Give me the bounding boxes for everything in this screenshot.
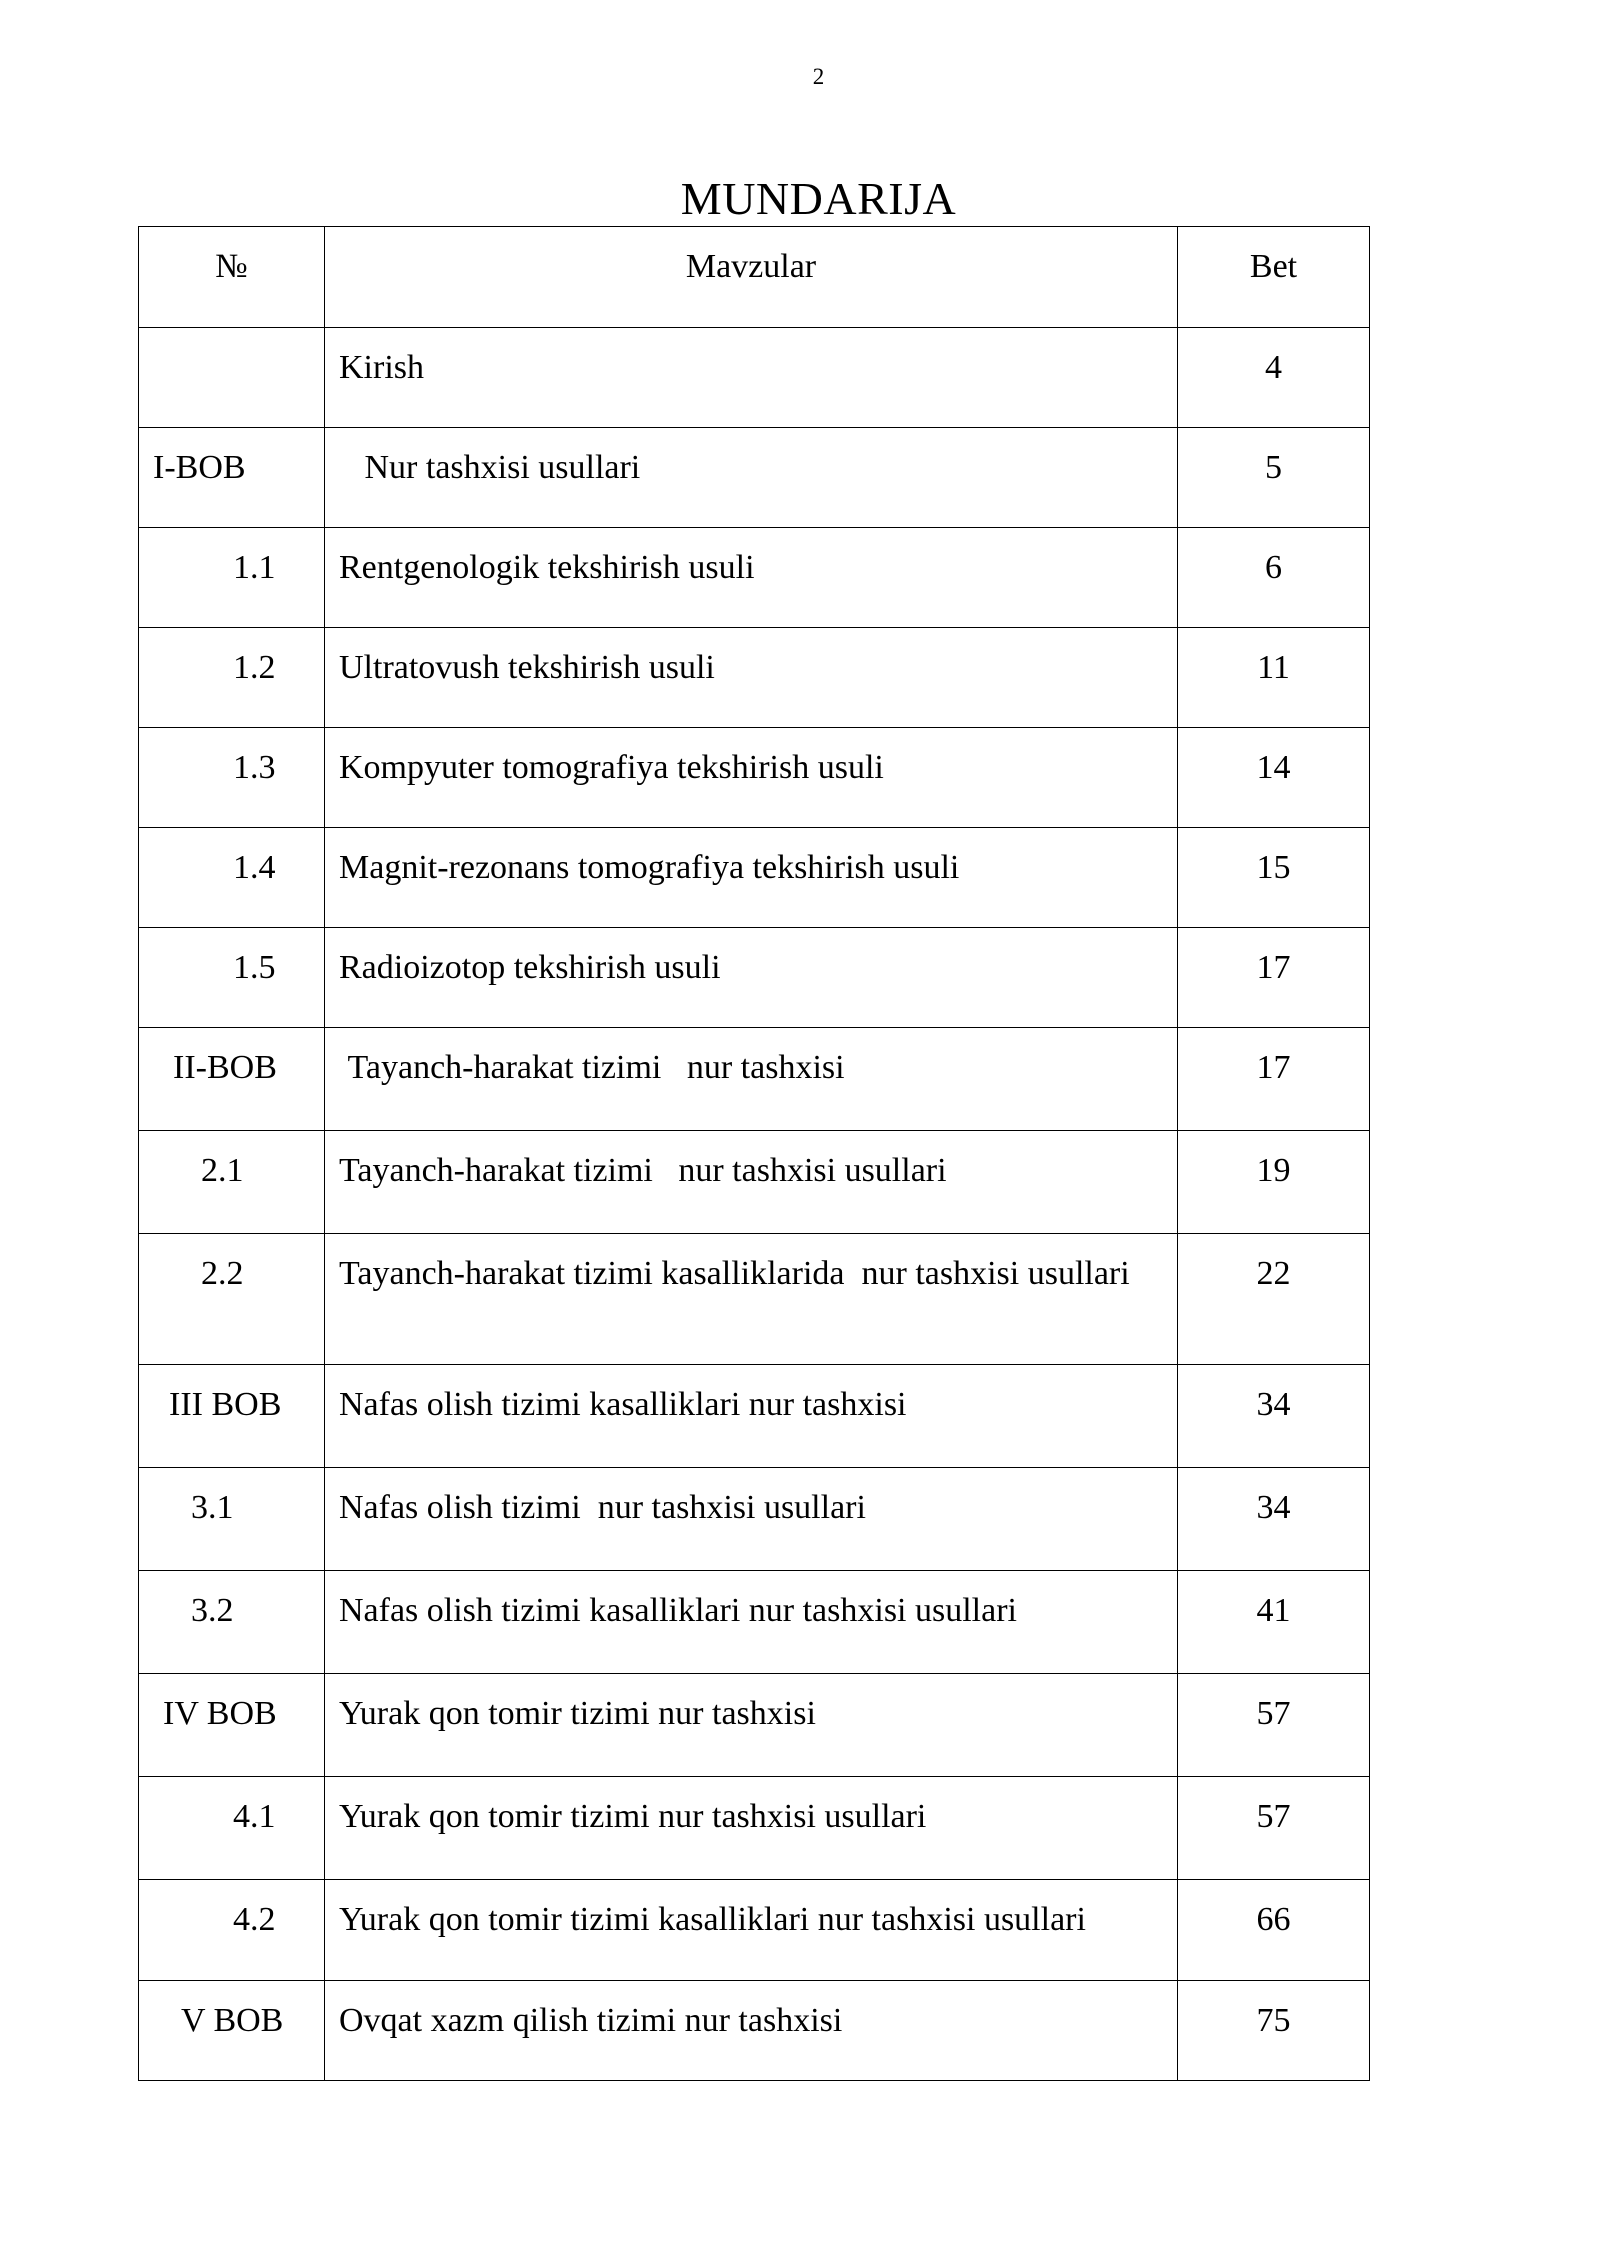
table-row <box>139 1571 1370 1674</box>
row-number: II-BOB <box>139 1028 325 1131</box>
row-number: 3.2 <box>139 1571 325 1674</box>
row-page: 14 <box>1178 728 1370 828</box>
row-topic: Tayanch-harakat tizimi nur tashxisi usullari <box>325 1131 1178 1234</box>
row-page: 34 <box>1178 1468 1370 1571</box>
row-page: 15 <box>1178 828 1370 928</box>
row-topic: Nur tashxisi usullari <box>325 428 1178 528</box>
table-row <box>139 528 1370 628</box>
row-number: 1.3 <box>139 728 325 828</box>
row-page: 17 <box>1178 1028 1370 1131</box>
row-topic: Rentgenologik tekshirish usuli <box>325 528 1178 628</box>
table-row <box>139 1028 1370 1131</box>
table-row <box>139 828 1370 928</box>
row-number: 1.4 <box>139 828 325 928</box>
row-page: 17 <box>1178 928 1370 1028</box>
table-row <box>139 1234 1370 1365</box>
row-page: 57 <box>1178 1777 1370 1880</box>
row-page: 4 <box>1178 328 1370 428</box>
row-number <box>139 328 325 428</box>
table-header-row <box>139 227 1370 328</box>
row-topic: Nafas olish tizimi kasalliklari nur tashxisi <box>325 1365 1178 1468</box>
table-row <box>139 1674 1370 1777</box>
header-number: № <box>139 227 325 328</box>
row-page: 11 <box>1178 628 1370 728</box>
row-topic: Nafas olish tizimi nur tashxisi usullari <box>325 1468 1178 1571</box>
row-page: 75 <box>1178 1981 1370 2081</box>
table-row <box>139 1777 1370 1880</box>
table-row <box>139 1468 1370 1571</box>
row-page: 5 <box>1178 428 1370 528</box>
page-title: MUNDARIJA <box>680 173 957 224</box>
row-number: 4.2 <box>139 1880 325 1981</box>
row-number: V BOB <box>139 1981 325 2081</box>
page-number: 2 <box>812 64 825 89</box>
row-page: 34 <box>1178 1365 1370 1468</box>
row-topic: Ovqat xazm qilish tizimi nur tashxisi <box>325 1981 1178 2081</box>
row-page: 41 <box>1178 1571 1370 1674</box>
row-topic: Yurak qon tomir tizimi nur tashxisi <box>325 1674 1178 1777</box>
table-row <box>139 1131 1370 1234</box>
row-number: III BOB <box>139 1365 325 1468</box>
row-topic: Ultratovush tekshirish usuli <box>325 628 1178 728</box>
row-number: 1.5 <box>139 928 325 1028</box>
row-page: 66 <box>1178 1880 1370 1981</box>
header-page: Bet <box>1178 227 1370 328</box>
row-number: 1.2 <box>139 628 325 728</box>
header-topics: Mavzular <box>325 227 1178 328</box>
row-topic: Tayanch-harakat tizimi nur tashxisi <box>325 1028 1178 1131</box>
row-topic: Kompyuter tomografiya tekshirish usuli <box>325 728 1178 828</box>
row-number: 2.2 <box>139 1234 325 1365</box>
row-topic: Kirish <box>325 328 1178 428</box>
table-row <box>139 1365 1370 1468</box>
row-topic: Radioizotop tekshirish usuli <box>325 928 1178 1028</box>
table-row <box>139 1981 1370 2081</box>
row-page: 57 <box>1178 1674 1370 1777</box>
row-number: I-BOB <box>139 428 325 528</box>
row-topic: Tayanch-harakat tizimi kasalliklarida nur tashxisi usullari <box>325 1234 1178 1365</box>
table-row <box>139 728 1370 828</box>
table-row <box>139 928 1370 1028</box>
table-row <box>139 1880 1370 1981</box>
row-topic: Yurak qon tomir tizimi kasalliklari nur tashxisi usullari <box>325 1880 1178 1981</box>
row-topic: Magnit-rezonans tomografiya tekshirish usuli <box>325 828 1178 928</box>
row-page: 22 <box>1178 1234 1370 1365</box>
row-number: 4.1 <box>139 1777 325 1880</box>
row-number: 3.1 <box>139 1468 325 1571</box>
table-row <box>139 628 1370 728</box>
table-row <box>139 428 1370 528</box>
contents-table <box>138 226 1370 2081</box>
row-topic: Nafas olish tizimi kasalliklari nur tashxisi usullari <box>325 1571 1178 1674</box>
row-number: IV BOB <box>139 1674 325 1777</box>
row-page: 19 <box>1178 1131 1370 1234</box>
row-page: 6 <box>1178 528 1370 628</box>
row-number: 1.1 <box>139 528 325 628</box>
row-number: 2.1 <box>139 1131 325 1234</box>
row-topic: Yurak qon tomir tizimi nur tashxisi usullari <box>325 1777 1178 1880</box>
table-row <box>139 328 1370 428</box>
